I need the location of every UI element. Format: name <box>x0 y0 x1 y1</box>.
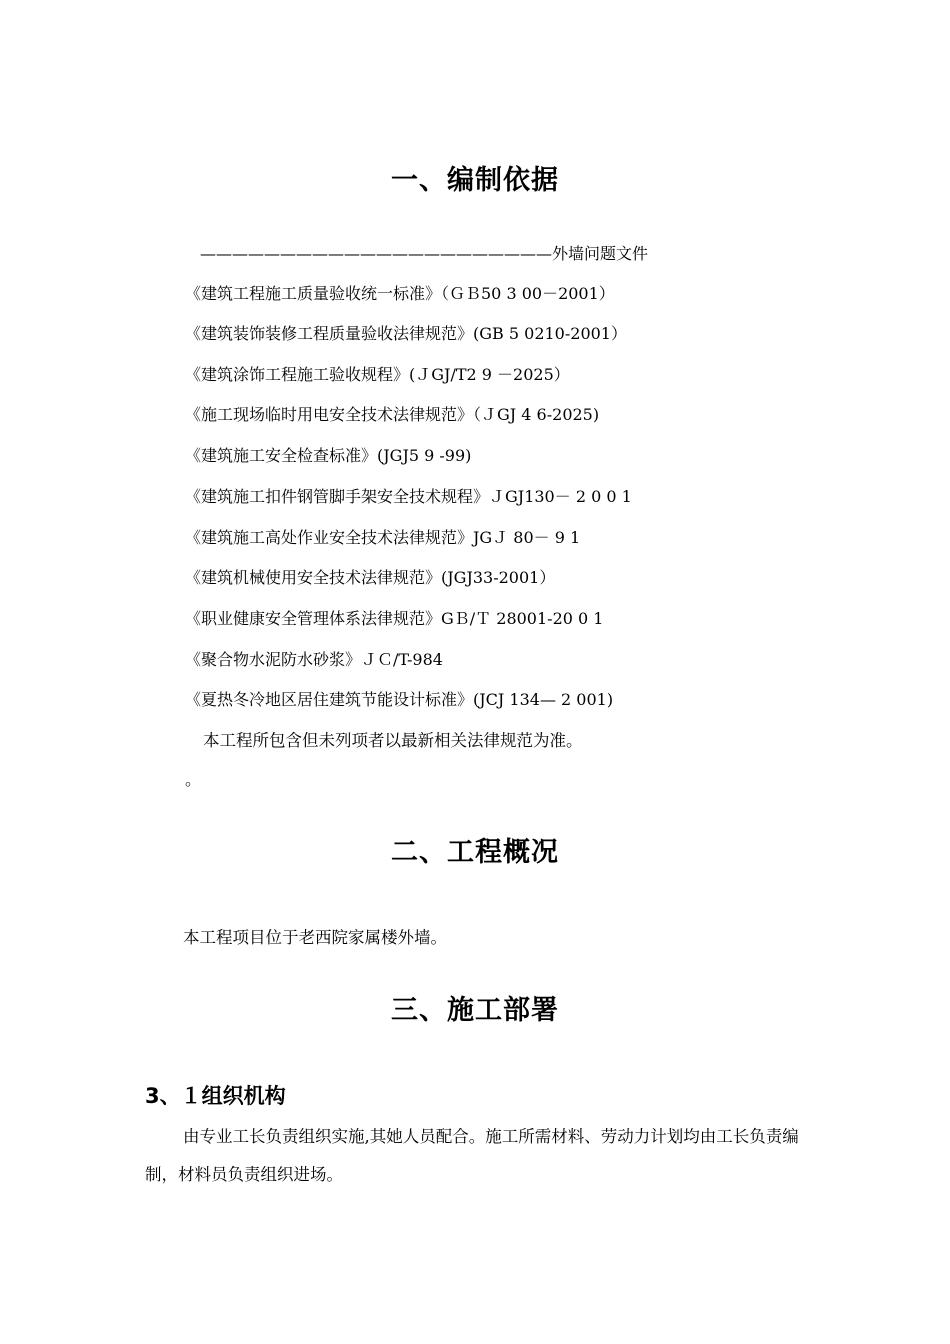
reference-item-9: 《职业健康安全管理体系法律规范》GＢ/Ｔ 28001-20 0 1 <box>185 609 604 628</box>
lead-line: ——————————————————————外墙问题文件 <box>200 244 649 263</box>
reference-item-8: 《建筑机械使用安全技术法律规范》(JGJ33-2001） <box>185 568 556 587</box>
reference-item-10: 《聚合物水泥防水砂浆》ＪＣ/T-984 <box>185 650 443 669</box>
reference-item-4: 《施工现场临时用电安全技术法律规范》（ＪGJ 4 6-2025) <box>185 405 600 424</box>
subsection-title-organization: 3、１组织机构 <box>145 1084 286 1108</box>
reference-item-6: 《建筑施工扣件钢管脚手架安全技术规程》ＪGJ130－ 2 0 0 1 <box>185 487 632 506</box>
overview-body: 本工程项目位于老西院家属楼外墙。 <box>183 928 447 947</box>
reference-item-3: 《建筑涂饰工程施工验收规程》(ＪGJ/T2 9 －2025） <box>185 365 570 384</box>
reference-item-7: 《建筑施工高处作业安全技术法律规范》JGＪ 80－ 9 1 <box>185 528 581 547</box>
stray-mark: 。 <box>185 770 202 789</box>
section-title-deployment: 三、施工部署 <box>391 995 559 1026</box>
basis-note: 本工程所包含但未列项者以最新相关法律规范为准。 <box>203 731 583 750</box>
reference-item-5: 《建筑施工安全检查标准》(JGJ5 9 -99) <box>185 446 472 465</box>
organization-body: 由专业工长负责组织实施,其她人员配合。施工所需材料、劳动力计划均由工长负责编制，材料员负责组织进场。 <box>145 1127 799 1184</box>
reference-item-2: 《建筑装饰装修工程质量验收法律规范》(GB 5 0210-2001） <box>185 324 627 343</box>
section-title-basis: 一、编制依据 <box>391 165 559 196</box>
section-title-overview: 二、工程概况 <box>391 837 559 868</box>
reference-item-11: 《夏热冬冷地区居住建筑节能设计标准》(JCJ 134— 2 001) <box>185 690 614 709</box>
reference-item-1: 《建筑工程施工质量验收统一标准》（ＧＢ50 3 00－2001） <box>185 284 615 303</box>
